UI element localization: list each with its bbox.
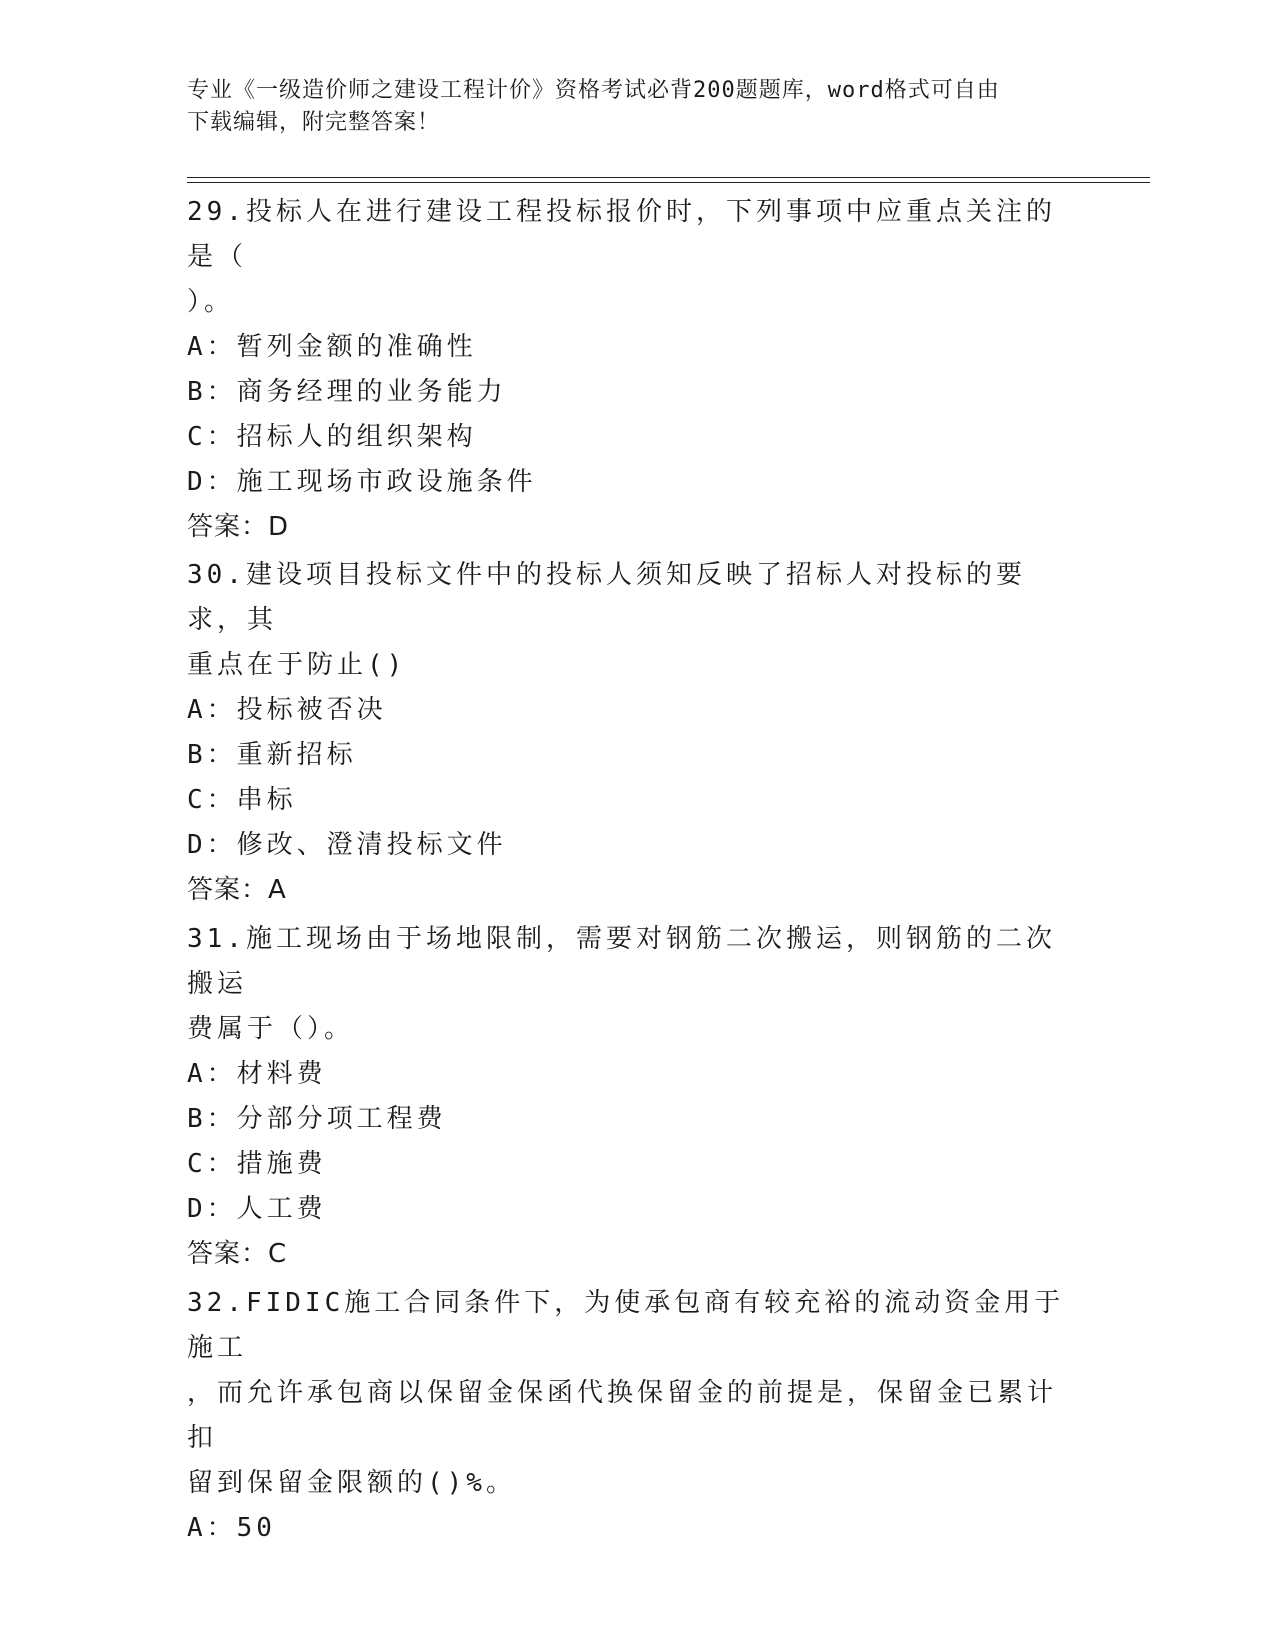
option-c: C：措施费	[187, 1149, 327, 1179]
question-stem-line: ）。	[187, 287, 235, 317]
answer-line: 答案：A	[187, 875, 287, 905]
header-line-1: 专业《一级造价师之建设工程计价》资格考试必背200题题库，word格式可自由	[187, 78, 1000, 103]
option-d: D：人工费	[187, 1194, 327, 1224]
header-line-2: 下载编辑，附完整答案！	[187, 110, 441, 135]
question-stem-line: 重点在于防止()	[187, 650, 407, 680]
question-30	[187, 553, 1067, 913]
option-c: C：招标人的组织架构	[187, 422, 477, 452]
question-stem-line: 29.投标人在进行建设工程投标报价时，下列事项中应重点关注的是（	[187, 197, 1056, 272]
option-b: B：重新招标	[187, 740, 357, 770]
option-b: B：商务经理的业务能力	[187, 377, 507, 407]
question-stem-line: 30.建设项目投标文件中的投标人须知反映了招标人对投标的要求，其	[187, 560, 1026, 635]
question-32	[187, 1281, 1067, 1551]
question-stem-line: 31.施工现场由于场地限制，需要对钢筋二次搬运，则钢筋的二次搬运	[187, 924, 1056, 999]
option-d: D：施工现场市政设施条件	[187, 467, 537, 497]
answer-line: 答案：D	[187, 512, 290, 542]
header-divider-bottom	[187, 182, 1150, 183]
option-b: B：分部分项工程费	[187, 1104, 447, 1134]
answer-line: 答案：C	[187, 1239, 288, 1269]
question-stem-line: 费属于（）。	[187, 1014, 355, 1044]
question-29	[187, 190, 1067, 550]
header-divider-top	[187, 177, 1150, 178]
question-stem-line: ，而允许承包商以保留金保函代换保留金的前提是，保留金已累计扣	[187, 1378, 1058, 1453]
option-a: A：材料费	[187, 1059, 327, 1089]
option-a: A：暂列金额的准确性	[187, 332, 477, 362]
option-a: A：投标被否决	[187, 695, 387, 725]
document-header	[187, 75, 1067, 139]
option-c: C：串标	[187, 785, 297, 815]
question-stem-line: 留到保留金限额的()%。	[187, 1468, 516, 1498]
option-d: D：修改、澄清投标文件	[187, 830, 507, 860]
option-a: A：50	[187, 1513, 276, 1543]
question-stem-line: 32.FIDIC施工合同条件下，为使承包商有较充裕的流动资金用于施工	[187, 1288, 1065, 1363]
question-31	[187, 917, 1067, 1277]
